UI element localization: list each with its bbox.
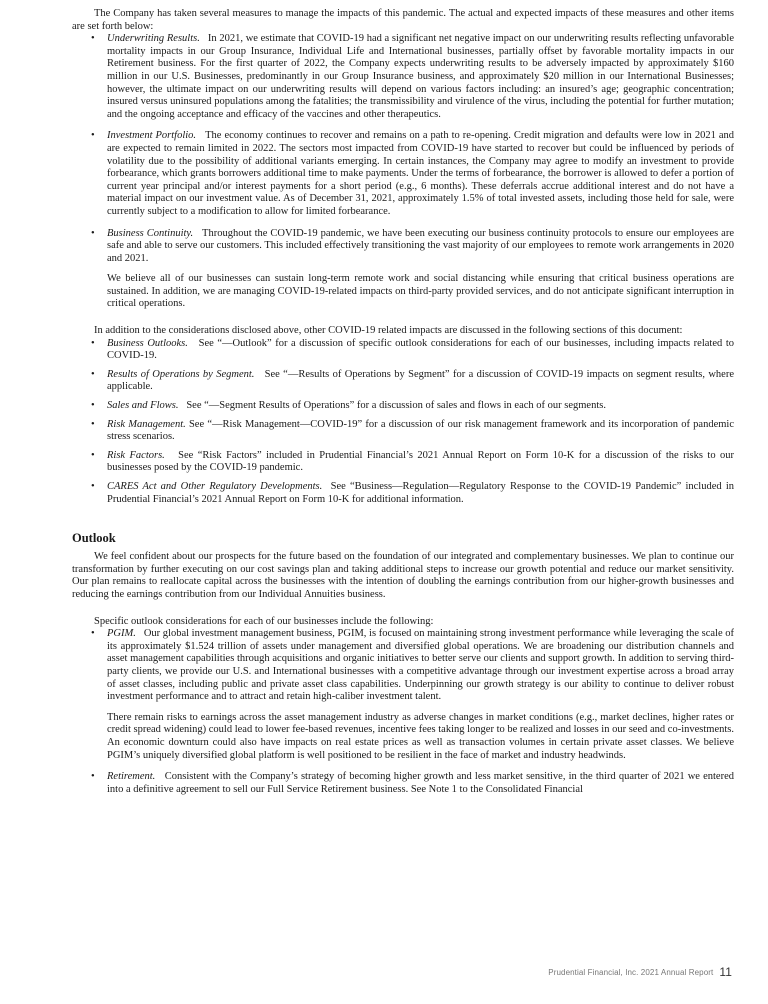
bullet-marker: • bbox=[91, 130, 95, 142]
bullet-marker: • bbox=[91, 337, 95, 349]
outlook-list bbox=[72, 628, 734, 796]
bullet-marker: • bbox=[91, 418, 95, 430]
reference-lead: Results of Operations by Segment. bbox=[107, 368, 255, 380]
section-references-list bbox=[72, 338, 734, 507]
outlook-item-pgim bbox=[72, 628, 734, 762]
bullet-marker: • bbox=[91, 481, 95, 492]
measure-lead: Business Continuity. bbox=[107, 227, 194, 239]
reference-lead: Sales and Flows. bbox=[107, 400, 179, 412]
page-content bbox=[72, 8, 734, 796]
bullet-marker: • bbox=[91, 368, 95, 380]
reference-text: See “—Segment Results of Operations” for a discussion of sales and flows in each of our segments. bbox=[186, 400, 606, 412]
outlook-text: Our global investment management business, PGIM, is focused on maintaining strong investment performance while leveraging the scale of its approximately $1.524 trillion of assets under management and diversified global operations. We are broadening our distribution channels and asset management capabilities through acquisitions and organic initiatives to better serve our clients and support growth. In addition to serving third-party clients, we provide our U.S. and International businesses with a competitive advantage through our investment expertise across a broad array of asset classes, including public and private asset class capabilities. Underpinning our growth strategy is our ability to continue to deliver robust investment performance and to attract and retain high-caliber investment talent. bbox=[107, 628, 735, 703]
measure-text: Throughout the COVID-19 pandemic, we have been executing our business continuity protocols to ensure our employees are safe and able to serve our customers. This included effectively transitioning the vast majority of our employees to remote work arrangements in 2020 and 2021. bbox=[107, 227, 734, 264]
outlook-lead: PGIM. bbox=[107, 628, 136, 640]
bullet-marker: • bbox=[91, 33, 95, 45]
reference-text: See “Risk Factors” included in Prudential Financial’s 2021 Annual Report on Form 10-K for a discussion of the risks to our businesses posed by the COVID-19 pandemic. bbox=[107, 449, 735, 474]
outlook-heading: Outlook bbox=[72, 531, 116, 546]
additional-impacts-intro: In addition to the considerations disclosed above, other COVID-19 related impacts are discussed in the following sections of this document: bbox=[94, 325, 683, 337]
measure-business-continuity bbox=[72, 228, 734, 312]
measure-underwriting-results bbox=[72, 33, 734, 121]
outlook-paragraph: We feel confident about our prospects for the future based on the foundation of our integrated and complementary businesses. We plan to continue our transformation by further executing on our cost savings plan and taking additional steps to increase our growth potential and reduce our market sensitivity. Our plan remains to reallocate capital across the businesses with the intention of doubling the earnings contribution from our higher-growth businesses and reducing the earnings contribution from our Individual Annuities business. bbox=[72, 551, 734, 600]
reference-lead: Business Outlooks. bbox=[107, 337, 188, 349]
outlook-considerations-intro: Specific outlook considerations for each of our businesses include the following: bbox=[94, 615, 434, 627]
reference-risk-factors bbox=[72, 450, 734, 475]
reference-text: See “—Results of Operations by Segment” for a discussion of COVID-19 impacts on segment results, where applicable. bbox=[107, 368, 734, 393]
reference-sales-and-flows bbox=[72, 400, 734, 413]
bullet-marker: • bbox=[91, 400, 95, 412]
outlook-item-retirement bbox=[72, 771, 734, 796]
outlook-text-continued: There remain risks to earnings across the asset management industry as adverse changes in market conditions (e.g., market declines, higher rates or credit spread widening) could lead to lower fee-based revenues, incentive fees taking longer to be realized and losses in our seed and co-investments. An economic downturn could also have impacts on real estate prices as well as transaction volumes in certain private asset classes. We believe PGIM’s uniquely diversified global platform is well positioned to be resilient in the face of market and industry headwinds. bbox=[107, 711, 734, 761]
reference-text: See “Business—Regulation—Regulatory Response to the COVID-19 Pandemic” included in Prudential Financial’s 2021 Annual Report on Form 10-K for additional information. bbox=[107, 481, 734, 505]
bullet-marker: • bbox=[91, 771, 95, 783]
reference-text: See “—Outlook” for a discussion of specific outlook considerations for each of our businesses, including impacts related to COVID-19. bbox=[107, 337, 734, 362]
bullet-marker: • bbox=[91, 227, 95, 239]
reference-lead: Risk Management. bbox=[107, 418, 186, 430]
bullet-marker: • bbox=[91, 628, 95, 640]
reference-lead: Risk Factors. bbox=[107, 449, 165, 461]
reference-cares-act bbox=[72, 481, 734, 506]
reference-results-by-segment bbox=[72, 369, 734, 394]
measure-lead: Investment Portfolio. bbox=[107, 130, 197, 142]
outlook-text: Consistent with the Company’s strategy of becoming higher growth and less market sensitive, in the third quarter of 2021 we entered into a definitive agreement to sell our Full Service Retirement business. See Note 1 to the Consolidated Financial bbox=[107, 771, 734, 795]
footer-report-title: Prudential Financial, Inc. 2021 Annual Report bbox=[548, 968, 714, 977]
measure-lead: Underwriting Results. bbox=[107, 33, 200, 45]
page-number: 11 bbox=[719, 965, 732, 979]
measure-investment-portfolio bbox=[72, 130, 734, 218]
bullet-marker: • bbox=[91, 449, 95, 461]
measure-text-continued: We believe all of our businesses can sustain long-term remote work and social distancing while ensuring that critical business operations are sustained. In addition, we are managing COVID-19-related impacts on third-party provided services, and do not anticipate significant interruption in critical operations. bbox=[107, 273, 734, 310]
page-footer bbox=[548, 966, 732, 980]
covid-measures-list bbox=[72, 33, 734, 311]
reference-business-outlooks bbox=[72, 338, 734, 363]
reference-text: See “—Risk Management—COVID-19” for a discussion of our risk management framework and its incorporation of pandemic stress scenarios. bbox=[107, 418, 734, 443]
outlook-lead: Retirement. bbox=[107, 771, 156, 783]
reference-risk-management bbox=[72, 419, 734, 444]
measure-text: In 2021, we estimate that COVID-19 had a significant net negative impact on our underwriting results reflecting unfavorable mortality impacts in our Group Insurance, Individual Life and International businesses, partially offset by favorable mortality impacts in our Retirement business. For the first quarter of 2022, the Company expects underwriting results to be adversely impacted by approximately $160 million in our U.S. Businesses, predominantly in our Group Insurance business, and approximately $20 million in our International Businesses; however, the ultimate impact on our underwriting results will depend on various factors including: an insured’s age; geographic concentration; insured versus uninsured populations among the fatalities; the transmissibility and virulence of the virus, including the potential for further mutation; and the ongoing acceptance and efficacy of the vaccines and other therapeutics. bbox=[107, 33, 734, 120]
covid-measures-intro: The Company has taken several measures to manage the impacts of this pandemic. The actual and expected impacts of these measures and other items are set forth below: bbox=[72, 8, 734, 32]
measure-text: The economy continues to recover and remains on a path to re-opening. Credit migration and defaults were low in 2021 and are expected to remain limited in 2022. The sectors most impacted from COVID-19 have started to recover but could be influenced by periods of volatility due to the possibility of additional variants emerging. In certain instances, the Company may agree to modify an investment to provide forbearance, which grants borrowers additional time to make payments. Under the terms of forbearance, the borrower is allowed to defer a portion of current year principal and/or interest payments for a short period (e.g., 6 months). These deferrals accrue additional interest and do not have a material impact on our investment value. As of December 31, 2021, approximately 1.5% of total invested assets, including those held for sale, were currently subject to a modification to allow for limited forbearance. bbox=[107, 130, 735, 217]
reference-lead: CARES Act and Other Regulatory Developments. bbox=[107, 481, 323, 492]
